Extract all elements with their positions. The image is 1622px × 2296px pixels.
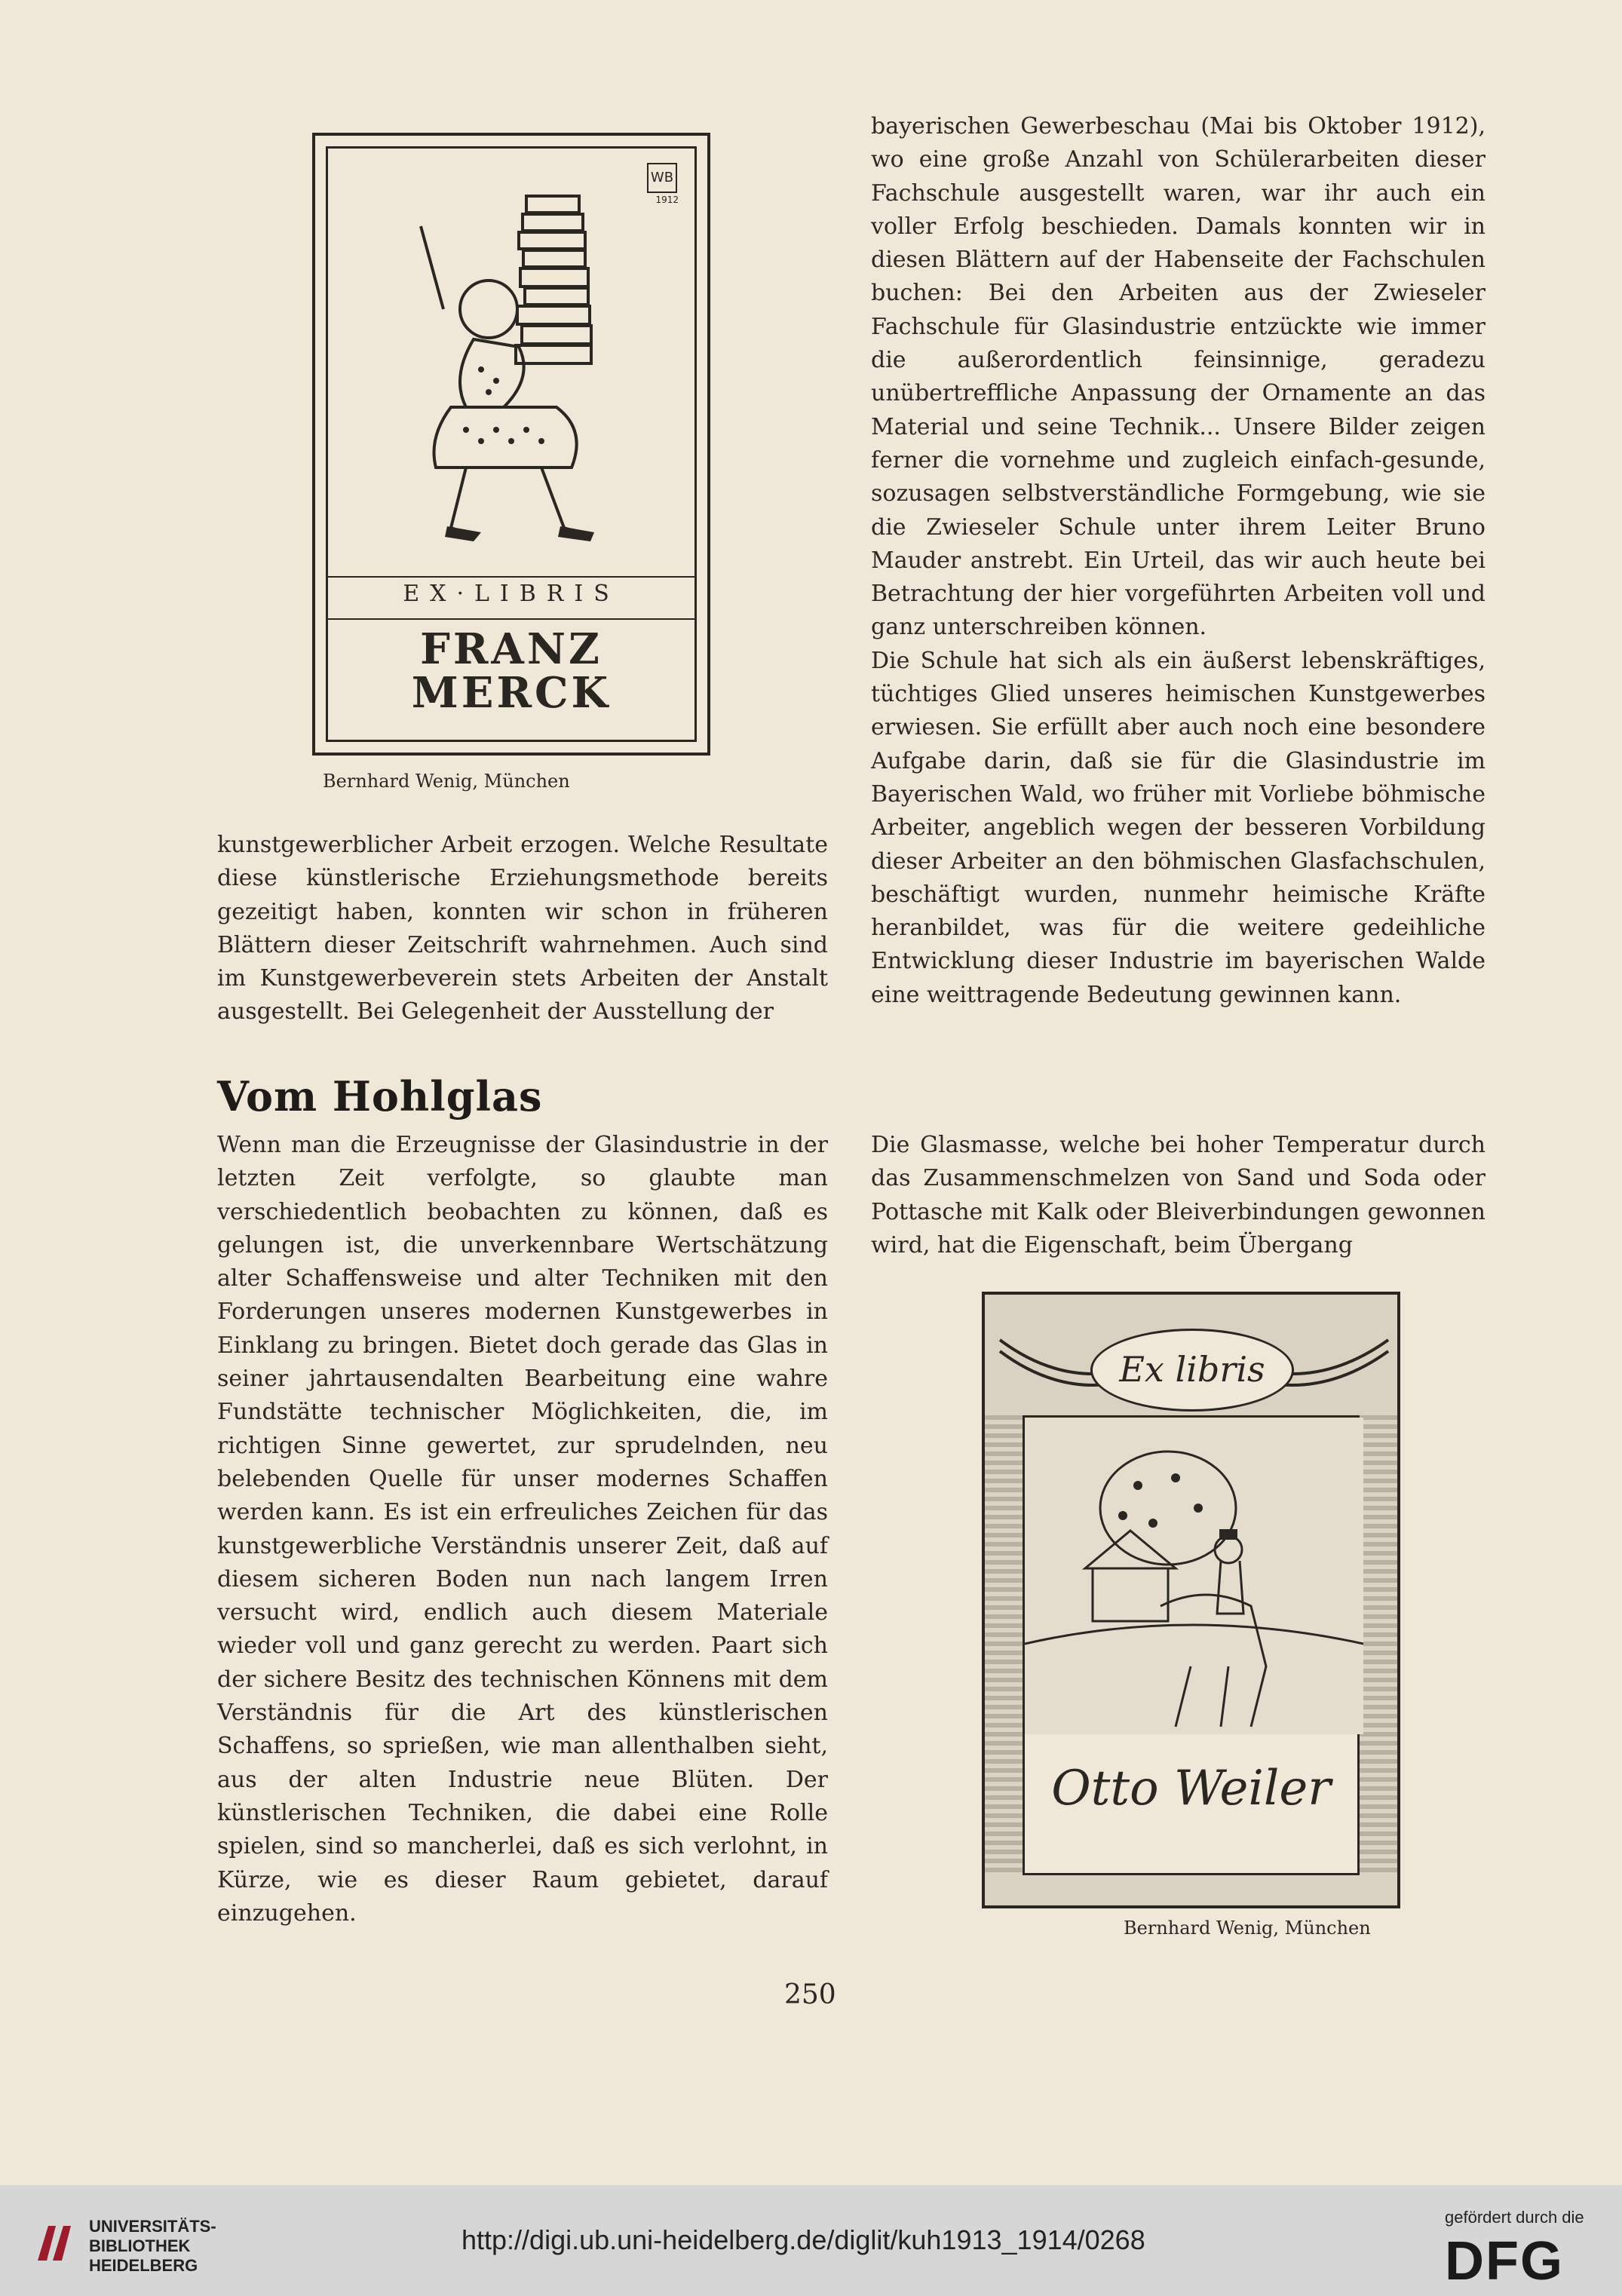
paragraph: Wenn man die Erzeugnisse der Glasindustrie in der letzten Zeit verfolgte, so glaubte man verschiedentlich beobachten zu können, daß es gelungen ist, die unverkennbare Wertschätzung alter Schaffensweise und alter Techniken mit den Forderungen unseres modernen Kunstgewerbes in Einklang zu bringen. Bietet doch gerade das Glas in seiner jahrtausendalten Bearbeitung eine wahre Fundstätte technischer Möglichkeiten, die, im richtigen Sinne gewertet, zur sprudelnden, neu belebenden Quelle für unser modernes Schaffen werden kann. Es ist ein erfreuliches Zeichen für das kunstgewerbliche Verständnis unserer Zeit, daß auf diesem sicheren Boden nun nach langem Irren versucht wird, endlich auch diesem Materiale wieder voll und ganz gerecht zu werden. Paart sich der sichere Besitz des technischen Könnens mit dem Verständnis für die Art des künstlerischen Schaffens, so sprießen, wie man allenthalben sieht, aus der alten Industrie neue Blüten. Der künstlerischen Techniken, die dabei eine Rolle spielen, sind so mancherlei, daß es sich verlohnt, in Kürze, wie es dieser Raum gebietet, darauf einzugehen.	[217, 1132, 828, 1927]
funded-by-label: gefördert durch die	[1445, 2208, 1584, 2227]
bookplate-otto-weiler	[982, 1292, 1400, 1908]
text-column-right-bottom	[871, 1129, 1486, 1262]
paragraph: Die Schule hat sich als ein äußerst lebenskräftiges, tüchtiges Glied unseres heimischen Kunstgewerbes erwiesen. Sie erfüllt aber auch noch eine besondere Aufgabe darin, daß sie für die Glasindustrie im Bayerischen Wald, wo früher mit Vorliebe böhmische Arbeiter, angeblich wegen der besseren Vorbildung dieser Arbeiter an den böhmischen Glasfachschulen, beschäftigt wurden, nunmehr heimische Kräfte heranbildet, was für die weitere gedeihliche Entwicklung dieser Industrie im bayerischen Walde eine weittragende Bedeutung gewinnen kann.	[871, 647, 1486, 1008]
figure-with-books-illustration	[360, 181, 662, 558]
text-column-left-mid	[217, 829, 828, 1029]
plate-caption-1: Bernhard Wenig, München	[323, 771, 570, 792]
plate-rule-top	[326, 576, 697, 578]
artist-monogram: WB	[647, 163, 677, 193]
plate-rule-bottom	[326, 618, 697, 620]
plate-pillar-right	[1360, 1415, 1397, 1875]
paragraph: bayerischen Gewerbeschau (Mai bis Oktober 1912), wo eine große Anzahl von Schülerarbeiten dieser Fachschule ausgestellt waren, war ihr auch ein voller Erfolg beschieden. Damals konnten wir in diesen Blättern auf der Habenseite der Fachschulen buchen: Bei den Arbeiten aus der Zwieseler Fachschule für Glasindustrie entzückte wie immer die außerordentlich feinsinnige, geradezu unübertreffliche Anpassung der Ornamente an das Material und seine Technik... Unsere Bilder zeigen ferner die vornehme und zugleich einfach-gesunde, sozusagen selbstverständliche Formgebung, wie sie die Zwieseler Schule unter ihrem Leiter Bruno Mauder anstrebt. Ein Urteil, das wir auch heute bei Betrachtung der hier vorgeführten Arbeiten voll und ganz unterschreiben können.	[871, 113, 1486, 641]
plate-owner-first-name: FRANZ	[420, 624, 603, 674]
digitization-footer	[0, 2185, 1622, 2296]
paragraph: Die Glasmasse, welche bei hoher Temperatur durch das Zusammenschmelzen von Sand und Soda oder Pottasche mit Kalk oder Bleiverbindungen gewonnen wird, hat die Eigenschaft, beim Übergang	[871, 1132, 1486, 1258]
institution-name: UNIVERSITÄTS- BIBLIOTHEK HEIDELBERG	[89, 2217, 216, 2275]
paragraph: kunstgewerblicher Arbeit erzogen. Welche Resultate diese künstlerische Erziehungsmethode bereits gezeitigt haben, konnten wir schon in früheren Blättern dieser Zeitschrift wahrnehmen. Auch sind im Kunstgewerbeverein stets Arbeiten der Anstalt ausgestellt. Bei Gelegenheit der Ausstellung der	[217, 832, 828, 1025]
plate-year: 1912	[655, 195, 679, 205]
university-library-logo-icon	[33, 2221, 77, 2265]
plate-caption-2: Bernhard Wenig, München	[1124, 1917, 1371, 1939]
section-heading: Vom Hohlglas	[217, 1072, 543, 1120]
plate-owner-last-name: MERCK	[411, 668, 612, 718]
plate-owner-name: Otto Weiler	[1051, 1761, 1331, 1816]
page-number: 250	[784, 1979, 836, 2010]
text-column-left-bottom	[217, 1129, 828, 1930]
plate-exlibris-label: EX·LIBRIS	[403, 581, 620, 607]
plate-exlibris-title: Ex libris	[1119, 1349, 1265, 1390]
plate-pillar-left	[985, 1415, 1023, 1875]
permalink-url[interactable]: http://digi.ub.uni-heidelberg.de/diglit/kuh1913_1914/0268	[461, 2224, 1145, 2255]
bookplate-franz-merck	[312, 133, 710, 756]
dfg-logo: DFG	[1445, 2231, 1564, 2291]
text-column-right-top	[871, 110, 1486, 1012]
